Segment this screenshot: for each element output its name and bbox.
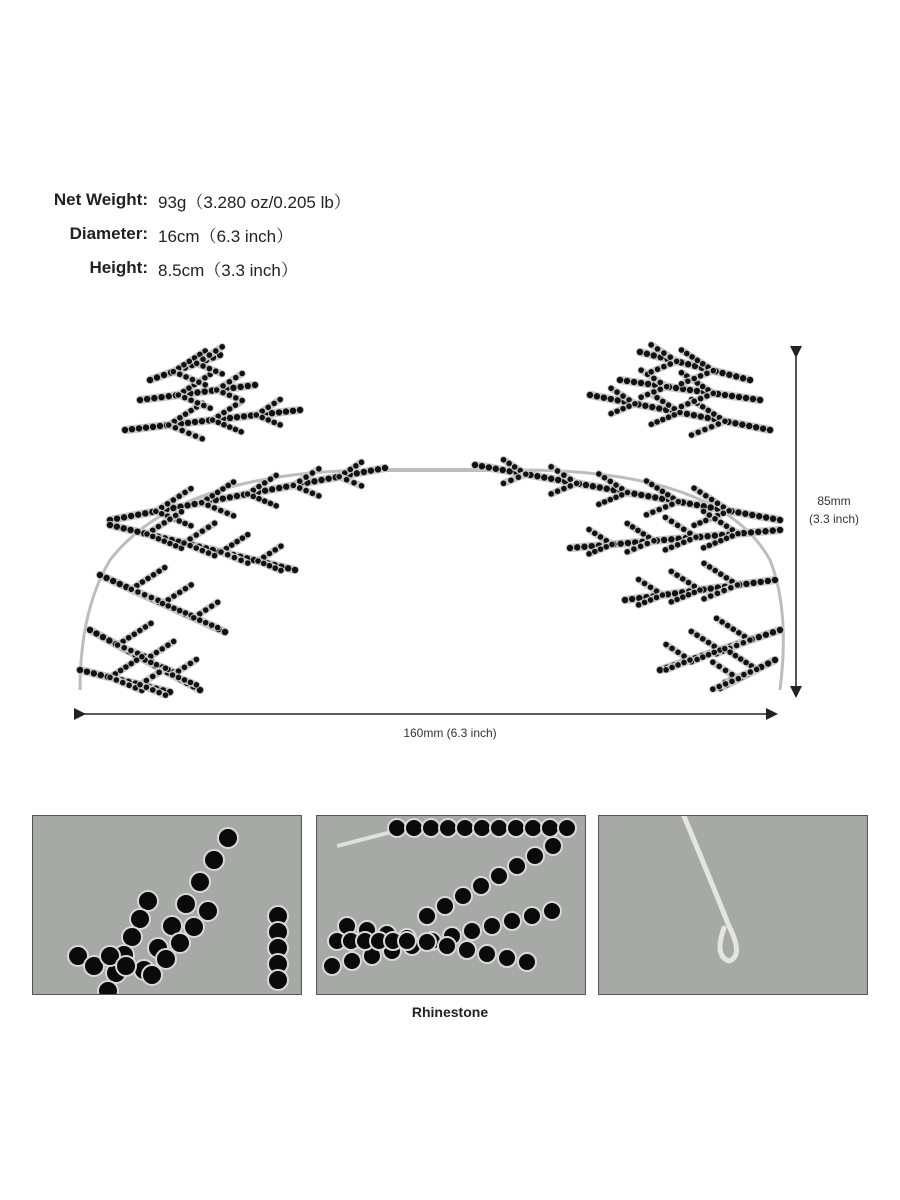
rhinestone-branch bbox=[107, 509, 298, 573]
height-value: 8.5cm（3.3 inch） bbox=[158, 260, 298, 280]
rhinestone-branch bbox=[657, 616, 783, 674]
rhinestone-branch bbox=[87, 621, 203, 694]
net-weight-label: Net Weight: bbox=[53, 190, 148, 209]
diameter-value: 16cm（6.3 inch） bbox=[158, 226, 294, 246]
rhinestone-branch bbox=[622, 561, 778, 608]
rhinestone-branches bbox=[77, 342, 783, 698]
spec-net-weight bbox=[0, 185, 351, 215]
rhinestone-branch bbox=[472, 457, 783, 528]
diameter-label: Diameter: bbox=[69, 224, 148, 243]
rhinestone-branch bbox=[617, 367, 763, 409]
width-dimension-label: 160mm (6.3 inch) bbox=[403, 726, 497, 740]
net-weight-value: 93g（3.280 oz/0.205 lb） bbox=[158, 192, 351, 212]
spec-diameter bbox=[0, 219, 293, 249]
photo-caption: Rhinestone bbox=[411, 1004, 489, 1020]
detail-photo-rhinestones bbox=[316, 815, 586, 995]
detail-photos bbox=[0, 815, 900, 995]
rhinestone-branch bbox=[122, 397, 303, 442]
rhinestone-branch bbox=[147, 344, 225, 388]
rhinestone-branch bbox=[710, 646, 778, 692]
rhinestone-branch bbox=[107, 459, 388, 528]
spec-height bbox=[0, 253, 298, 283]
rhinestone-branch bbox=[587, 385, 773, 437]
tiara-frame-right bbox=[520, 470, 783, 690]
detail-photo-wire-end bbox=[598, 815, 868, 995]
height-label: Height: bbox=[89, 258, 148, 277]
rhinestone-branch bbox=[137, 371, 258, 411]
height-mm-text: 85mm bbox=[817, 494, 851, 508]
tiara-frame-left bbox=[80, 470, 380, 690]
rhinestone-branch bbox=[637, 342, 753, 387]
detail-photo-branch-tips bbox=[32, 815, 302, 995]
height-dimension-label bbox=[802, 492, 866, 528]
rhinestone-branch bbox=[567, 509, 783, 557]
rhinestone-branch bbox=[97, 565, 228, 635]
rhinestone-branch bbox=[77, 654, 173, 698]
height-inch-text: (3.3 inch) bbox=[808, 512, 860, 526]
